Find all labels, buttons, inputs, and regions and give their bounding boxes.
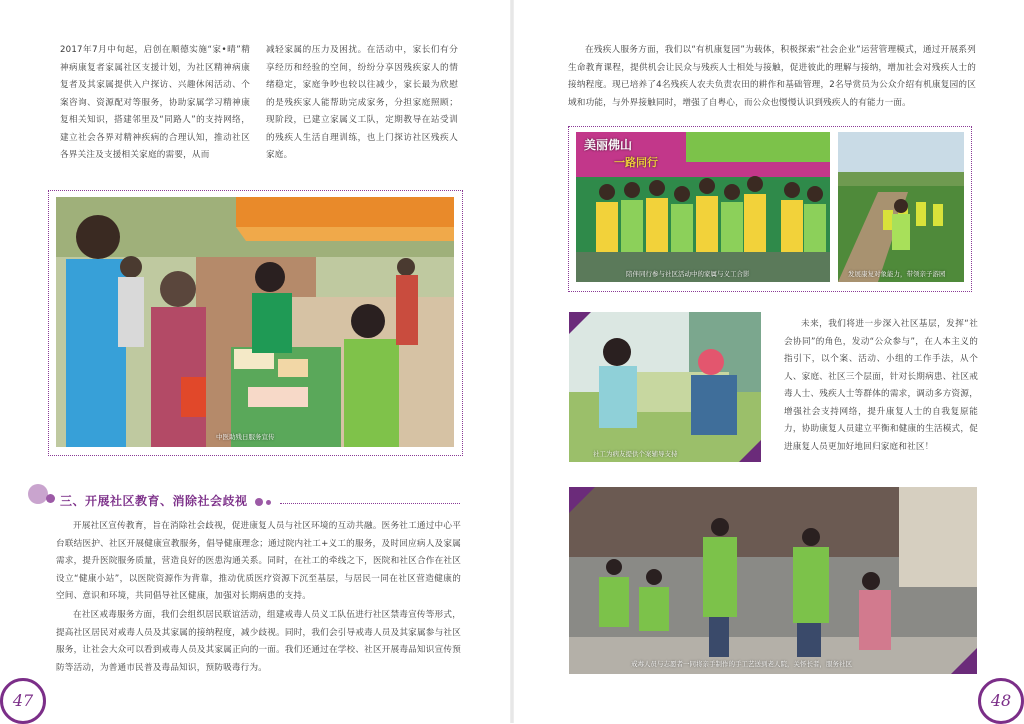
banner-text: 一路同行 xyxy=(614,156,658,169)
decorative-corner xyxy=(951,648,977,674)
market-scene-illustration xyxy=(56,197,454,447)
elderly-visit-photo xyxy=(569,487,977,674)
intro-paragraph-col1: 2017年7月中旬起，启创在顺德实施“家•晴”精神病康复者家属社区支援计划，为社区精神病康复者及其家属提供入户探访、兴趣休闲活动、个案咨询、资源配对等服务，协助家属学习精神康复相关知识，搭建邻里及“同路人”的支持网络，建立社会各界对精神疾病的合理认知，推动社区各界关注及支援相关家庭的需要，从而 xyxy=(60,45,250,160)
photo-caption: 发展康复对象能力，带领亲子游园 xyxy=(848,270,946,278)
body-paragraph: 在社区戒毒服务方面，我们会组织居民联谊活动，组建戒毒人员义工队伍进行社区禁毒宣传等形式，提高社区居民对戒毒人员及其家属的接纳程度，减少歧视。同时，我们会引导戒毒人员及其家属参与社区服务，让社会大众可以看到戒毒人员及其家属正向的一面。我们还通过在学校、社区开展毒品知识宣传预防等活动，为普通市民普及毒品知识，预防吸毒行为。 xyxy=(56,610,461,673)
community-event-photo xyxy=(56,197,454,447)
counselling-photo xyxy=(569,312,761,462)
page-47 xyxy=(0,0,512,723)
page-number-badge: 47 xyxy=(0,678,46,724)
page-number-badge: 48 xyxy=(978,678,1024,724)
body-paragraph: 开展社区宣传教育，旨在消除社会歧视，促进康复人员与社区环境的互动共融。医务社工通过中心平台联结医护、社区开展健康宣教服务，倡导健康理念；通过院内社工+义工的服务，及时回应病人及家属需求，提升医院服务质量，营造良好的医患沟通关系。同时，在社工的牵线之下，医院和社区合作在社区设立“健康小站”，以医院资源作为背靠，推动优质医疗资源下沉至基层，与居民一同在社区营造健康的空间、意识和环境，共同倡导社区健康，加强对长期病患的支持。 xyxy=(56,521,461,601)
photo-caption: 中医助残日服务宣传 xyxy=(216,433,275,441)
decorative-dot xyxy=(46,494,55,503)
disability-service-paragraph: 在残疾人服务方面，我们以“有机康复园”为载体，积极探索“社会企业”运营管理模式，通过开展系列生命教育课程，提供机会让民众与残疾人士相处与接触，促进彼此的理解与接纳，增加社会对残疾人士的接纳程度。现已培养了4名残疾人农夫负责农田的耕作和基础管理，2名导赏员为公众介绍有机康复园的区域和功能，与外界接触同时，增强了自粤心，而公众也慢慢认识到残疾人的有能力一面。 xyxy=(568,45,976,108)
banner-text: 美丽佛山 xyxy=(584,138,633,152)
photo-caption: 戒毒人员与志愿者一同将亲手制作的手工艺送到老人院，关怀长者，服务社区 xyxy=(631,660,852,668)
intro-paragraph-col2: 减轻家属的压力及困扰。在活动中，家长们有分享经历和经验的空间，纷纷分享因残疾家人的情绪稳定，家庭争吵也较以往减少，家长最为欣慰的是残疾家人能帮助完成家务，分担家庭照顾；现阶段，已建立家属义工队，定期教导在站受训的残疾人生活自理训练，也上门探访社区残疾人家庭。 xyxy=(266,45,458,160)
farm-photo xyxy=(838,132,964,282)
future-plan-paragraph: 未来，我们将进一步深入社区基层，发挥“社会协同”的角色，发动“公众参与”，在人本主义的指引下，以个案、活动、小组的工作手法，从个人、家庭、社区三个层面，针对长期病患、社区戒毒人士、残疾人士等群体的需求，调动多方资源，增强社会支持网络，提升康复人士的自我复原能力，协助康复人员建立平衡和健康的生活模式，促进康复人员更加好地回归家庭和社区！ xyxy=(784,319,978,452)
photo-caption: 社工为病友提供个案辅导支持 xyxy=(593,450,678,458)
page-48 xyxy=(512,0,1024,723)
elderly-visit-illustration xyxy=(569,487,977,674)
decorative-corner xyxy=(739,440,761,462)
decorative-corner xyxy=(569,487,595,513)
decorative-corner xyxy=(569,312,591,334)
group-photo-stage xyxy=(576,132,830,282)
decorative-dot xyxy=(255,498,263,506)
decorative-dot xyxy=(266,500,271,505)
decorative-dot xyxy=(28,484,48,504)
photo-caption: 陪伴同行参与社区活动中的家属与义工合影 xyxy=(626,270,750,278)
heading-divider xyxy=(280,503,460,504)
section-heading: 三、开展社区教育、消除社会歧视 xyxy=(60,494,248,508)
counselling-illustration xyxy=(569,312,761,462)
farm-illustration xyxy=(838,132,964,282)
